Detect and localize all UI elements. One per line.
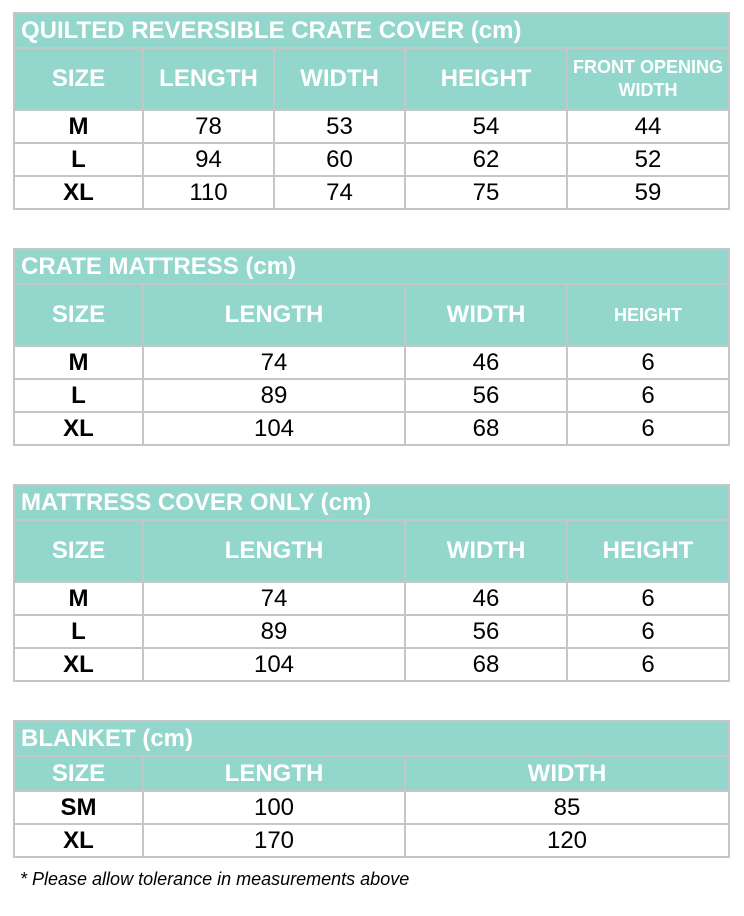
height-cell: 6 (567, 648, 729, 681)
size-cell: XL (14, 176, 143, 209)
size-cell: SM (14, 791, 143, 824)
length-cell: 104 (143, 412, 405, 445)
size-cell: L (14, 615, 143, 648)
table-row (14, 582, 729, 615)
column-header-front-opening-width: FRONT OPENING WIDTH (567, 48, 729, 110)
height-cell: 6 (567, 412, 729, 445)
width-cell: 60 (274, 143, 405, 176)
table-row (14, 412, 729, 445)
size-cell: L (14, 143, 143, 176)
length-cell: 100 (143, 791, 405, 824)
column-header-size: SIZE (14, 48, 143, 110)
column-header-height: HEIGHT (567, 520, 729, 582)
width-cell: 56 (405, 615, 567, 648)
length-cell: 74 (143, 582, 405, 615)
height-cell: 6 (567, 615, 729, 648)
width-cell: 46 (405, 582, 567, 615)
table-row (14, 824, 729, 857)
column-header-length: LENGTH (143, 520, 405, 582)
column-header-width: WIDTH (274, 48, 405, 110)
column-header-height: HEIGHT (405, 48, 567, 110)
column-header-width: WIDTH (405, 284, 567, 346)
front-opening-width-cell: 44 (567, 110, 729, 143)
width-cell: 68 (405, 412, 567, 445)
table-row (14, 176, 729, 209)
column-header-length: LENGTH (143, 48, 274, 110)
height-cell: 54 (405, 110, 567, 143)
table-row (14, 791, 729, 824)
column-header-length: LENGTH (143, 756, 405, 791)
size-cell: M (14, 110, 143, 143)
crate-mattress-size-table (13, 248, 730, 446)
size-cell: XL (14, 412, 143, 445)
length-cell: 104 (143, 648, 405, 681)
column-header-width: WIDTH (405, 756, 729, 791)
width-cell: 68 (405, 648, 567, 681)
crate-cover-size-table (13, 12, 730, 210)
column-header-size: SIZE (14, 284, 143, 346)
length-cell: 74 (143, 346, 405, 379)
length-cell: 78 (143, 110, 274, 143)
table-row (14, 143, 729, 176)
column-header-height: HEIGHT (567, 284, 729, 346)
height-cell: 75 (405, 176, 567, 209)
tolerance-note: * Please allow tolerance in measurements above (20, 869, 410, 889)
length-cell: 110 (143, 176, 274, 209)
height-cell: 62 (405, 143, 567, 176)
column-header-width: WIDTH (405, 520, 567, 582)
width-cell: 74 (274, 176, 405, 209)
blanket-size-table (13, 720, 730, 858)
width-cell: 85 (405, 791, 729, 824)
table-row (14, 110, 729, 143)
length-cell: 89 (143, 615, 405, 648)
front-opening-width-cell: 52 (567, 143, 729, 176)
length-cell: 94 (143, 143, 274, 176)
front-opening-width-cell: 59 (567, 176, 729, 209)
table-title: CRATE MATTRESS (cm) (14, 249, 729, 284)
size-cell: M (14, 582, 143, 615)
height-cell: 6 (567, 582, 729, 615)
column-header-length: LENGTH (143, 284, 405, 346)
mattress-cover-size-table (13, 484, 730, 682)
width-cell: 120 (405, 824, 729, 857)
size-cell: XL (14, 648, 143, 681)
table-title: MATTRESS COVER ONLY (cm) (14, 485, 729, 520)
table-title: QUILTED REVERSIBLE CRATE COVER (cm) (14, 13, 729, 48)
column-header-size: SIZE (14, 756, 143, 791)
length-cell: 170 (143, 824, 405, 857)
table-title: BLANKET (cm) (14, 721, 729, 756)
table-row (14, 379, 729, 412)
size-cell: L (14, 379, 143, 412)
width-cell: 56 (405, 379, 567, 412)
length-cell: 89 (143, 379, 405, 412)
column-header-size: SIZE (14, 520, 143, 582)
width-cell: 53 (274, 110, 405, 143)
height-cell: 6 (567, 346, 729, 379)
table-row (14, 346, 729, 379)
table-row (14, 648, 729, 681)
size-cell: XL (14, 824, 143, 857)
size-cell: M (14, 346, 143, 379)
width-cell: 46 (405, 346, 567, 379)
table-row (14, 615, 729, 648)
height-cell: 6 (567, 379, 729, 412)
